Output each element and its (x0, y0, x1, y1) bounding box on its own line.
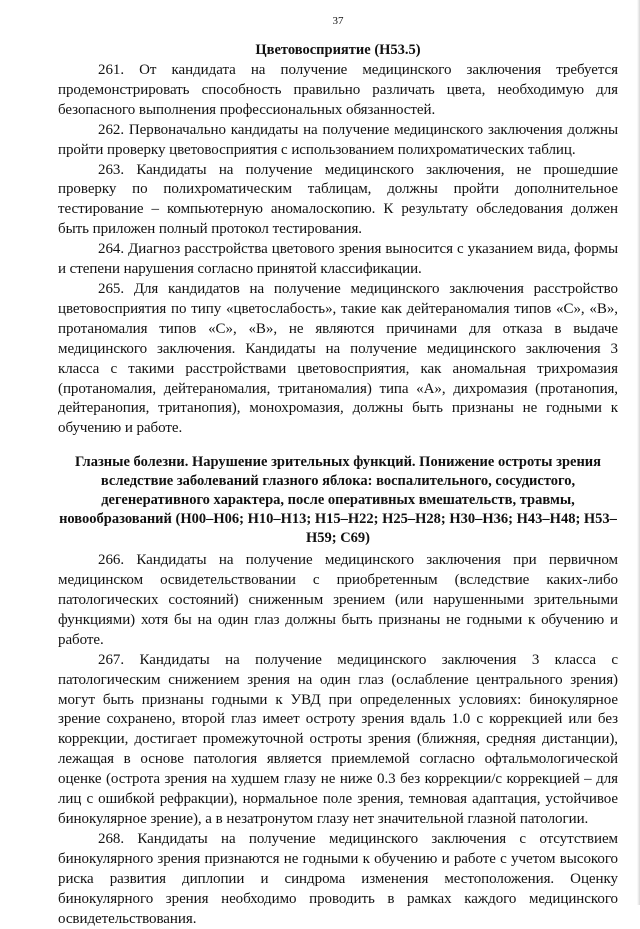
paragraph-262: 262. Первоначально кандидаты на получение медицинского заключения должны пройти проверку цветовосприятия с использованием полихроматических таблиц. (58, 121, 618, 158)
paragraph-265: 265. Для кандидатов на получение медицинского заключения расстройство цветовосприятия по типу «цветослабость», такие как дейтераномалия типов «С», «В», протаномалия типов «С», «В», не являются причинами для отказа в выдаче медицинского заключения. Кандидаты на получение медицинского заключения 3 класса с такими расстройствами цветовосприятия, как аномальная трихромазия (протаномалия, дейтераномалия, тританомалия) типа «А», дихромазия (протанопия, дейтеранопия, тританопия), монохромазия, должны быть признаны не годными к обучению и работе. (58, 280, 618, 437)
paragraph-266: 266. Кандидаты на получение медицинского заключения при первичном медицинском освидетельствовании с приобретенным (вследствие каких-либо патологических состояний) сниженным зрением (или нарушенными зрительными функциями) хотя бы на один глаз должны быть признаны не годными к обучению и работе. (58, 552, 618, 648)
section-title-eye-diseases: Глазные болезни. Нарушение зрительных функций. Понижение остроты зрения вследствие заболеваний глазного яблока: воспалительного, сосудистого, дегенеративного характера, после оперативных вмешательств, травмы, новообразований (H00–H06; H10–H13; H15–H22; H25–H28; H30–H36; H43–H48; H53–H59; C69) (59, 454, 617, 547)
section-title-color-perception: Цветовосприятие (H53.5) (255, 42, 421, 58)
page-number: 37 (332, 15, 344, 27)
paragraph-264: 264. Диагноз расстройства цветового зрения выносится с указанием вида, формы и степени нарушения согласно принятой классификации. (58, 241, 618, 278)
paragraph-261: 261. От кандидата на получение медицинского заключения требуется продемонстрировать способность правильно различать цвета, необходимую для безопасного выполнения профессиональных обязанностей. (58, 62, 618, 118)
paragraph-268: 268. Кандидаты на получение медицинского заключения с отсутствием бинокулярного зрения признаются не годными к обучению и работе с учетом высокого риска развития диплопии и синдрома изменения местоположения. Оценку бинокулярного зрения необходимо проводить в рамках каждого медицинского освидетельствования. (58, 830, 618, 927)
paragraph-263: 263. Кандидаты на получение медицинского заключения, не прошедшие проверку по полихроматическим таблицам, должны пройти дополнительное тестирование – компьютерную аномалоскопию. К результату обследования должен быть приложен полный протокол тестирования. (58, 161, 618, 238)
paragraph-267: 267. Кандидаты на получение медицинского заключения 3 класса с патологическим снижением зрения на один глаз (ослабление центрального зрения) могут быть признаны годными к УВД при определенных условиях: бинокулярное зрение сохранено, второй глаз имеет остроту зрения вдаль 1.0 с коррекцией или без коррекции, достигает промежуточной остроты зрения (ближняя, средняя дистанции), лежащая в основе патология является приемлемой согласно офтальмологической оценке (острота зрения на худшем глазу не ниже 0.3 без коррекции/с коррекцией – для лиц с ошибкой рефракции), нормальное поле зрения, темновая адаптация, устойчивое бинокулярное зрение), а в незатронутом глазу нет значительной глазной патологии. (58, 651, 618, 827)
